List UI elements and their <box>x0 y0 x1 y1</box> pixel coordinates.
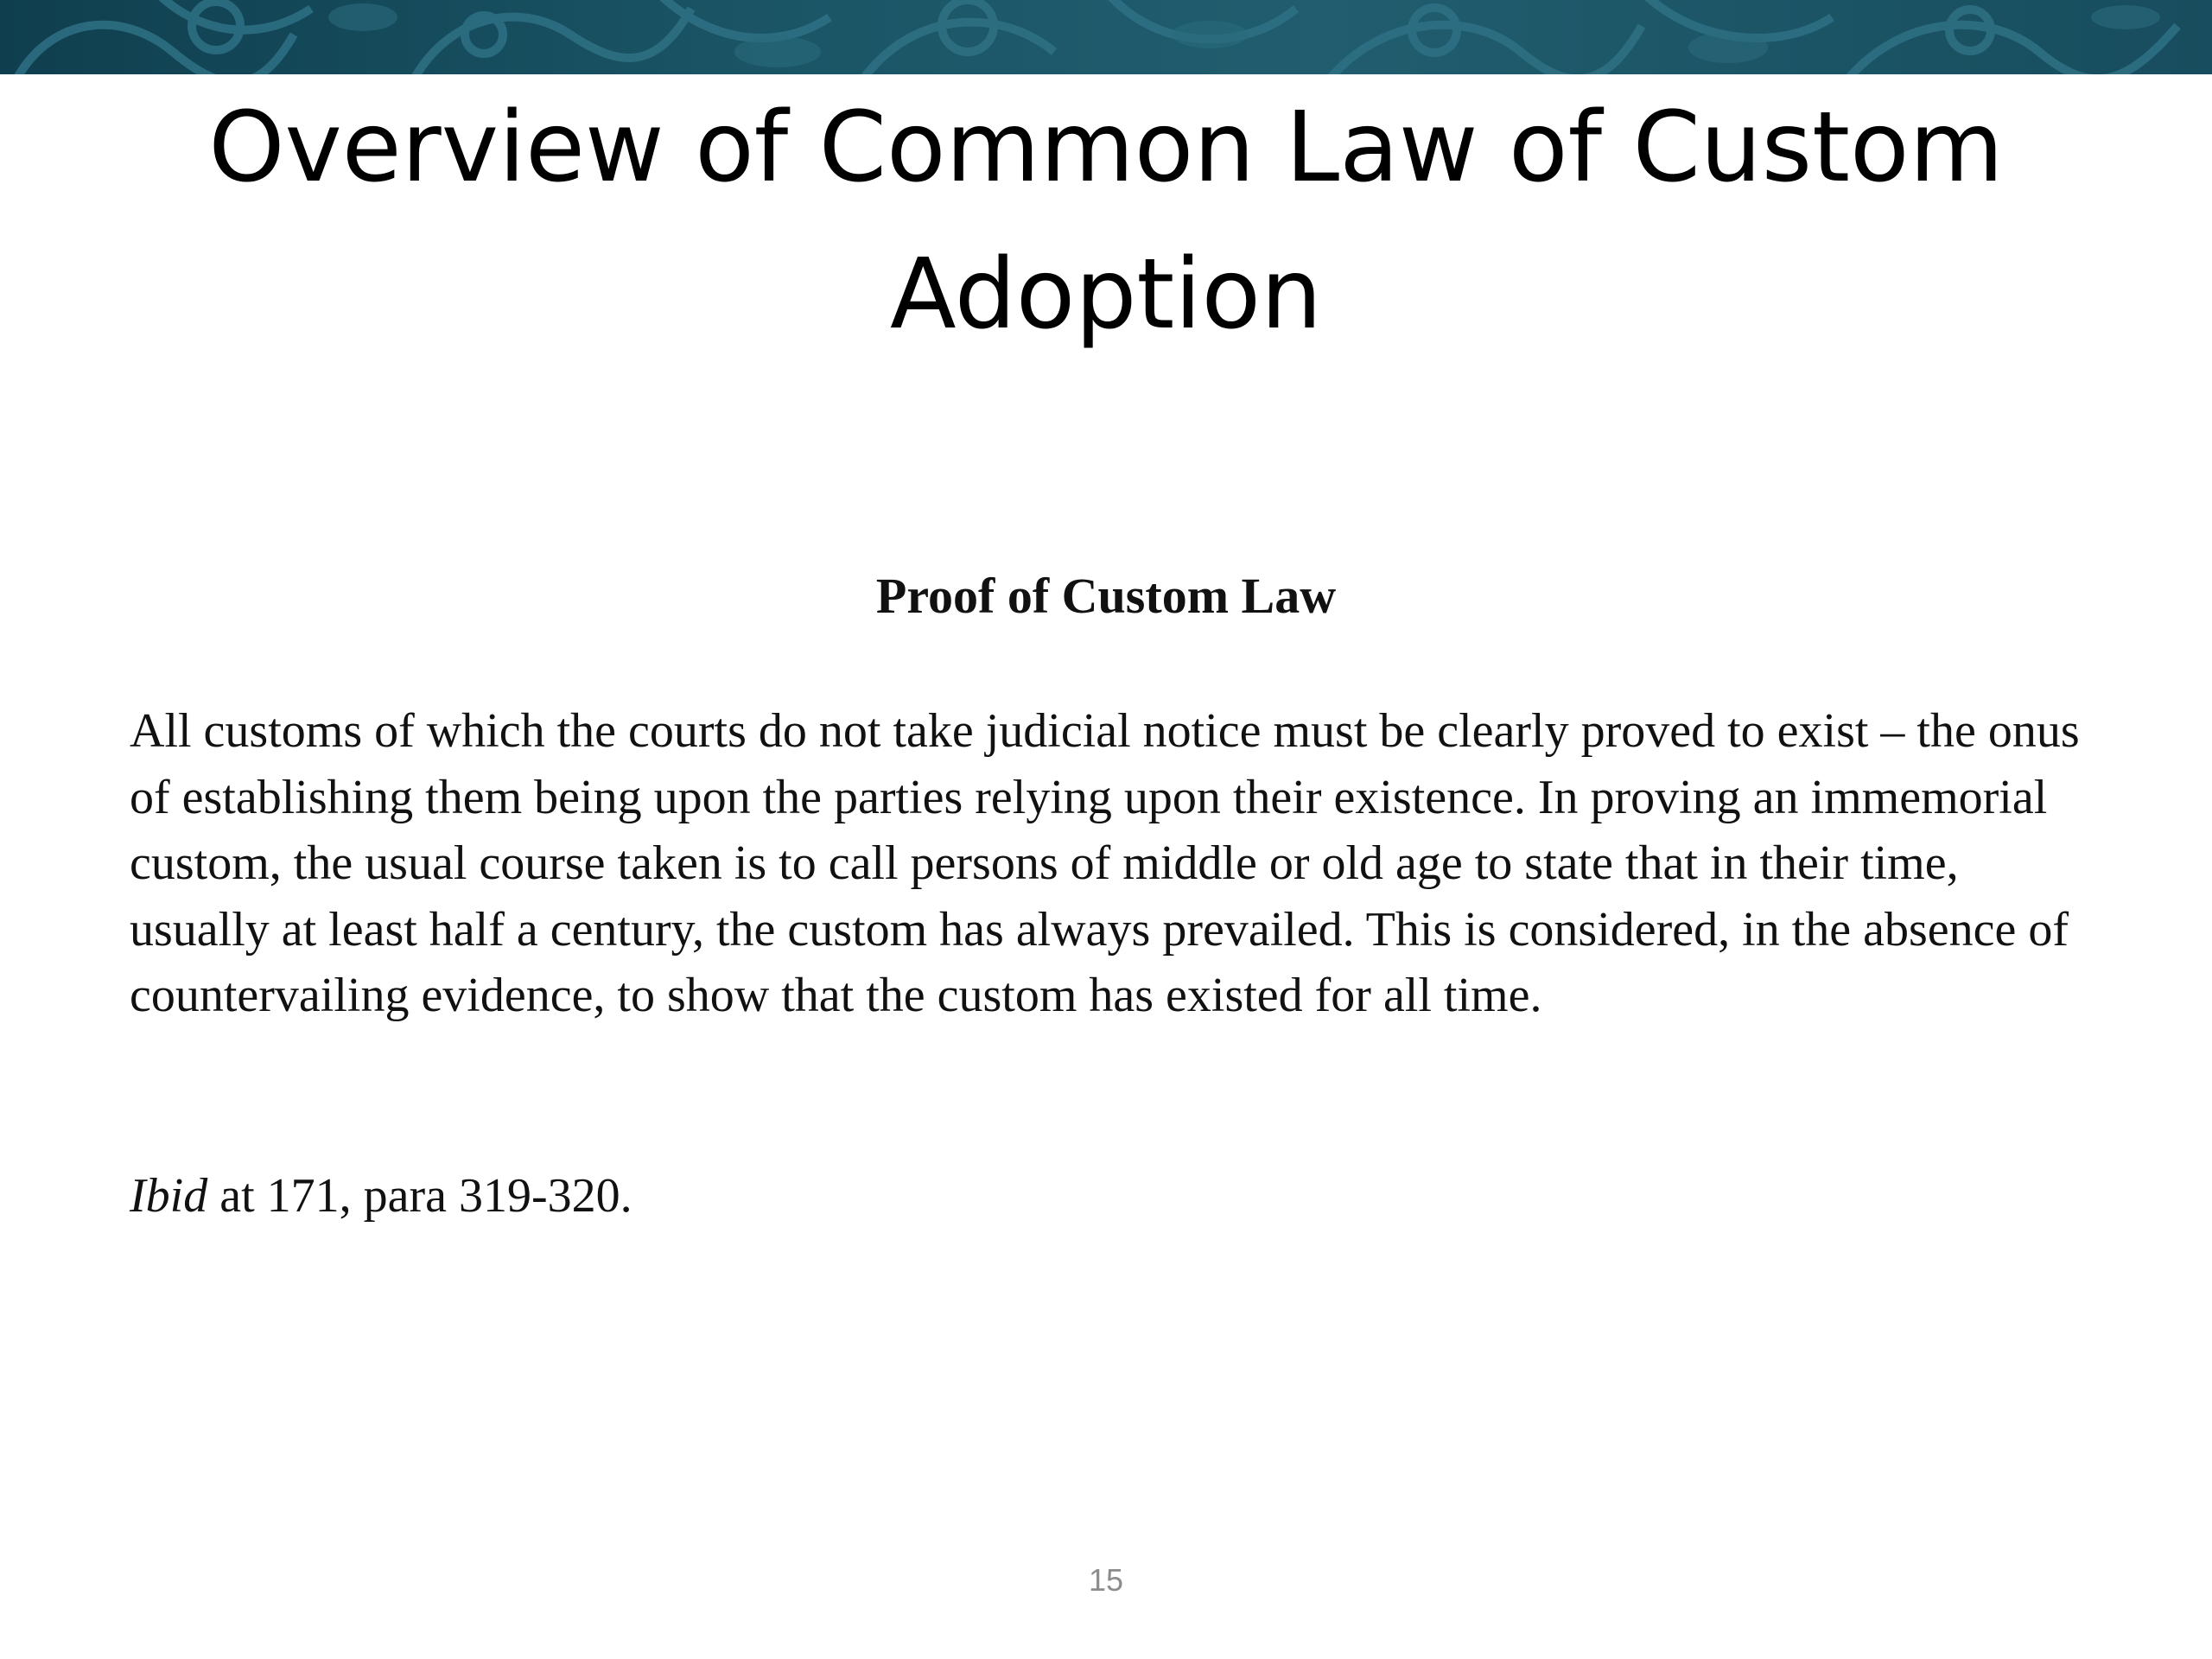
citation <box>130 1163 632 1229</box>
slide-title: Overview of Common Law of Custom Adoption <box>208 92 2004 351</box>
citation-reference: at 171, para 319-320. <box>207 1169 632 1223</box>
citation-italic: Ibid <box>130 1169 208 1223</box>
ornament-pattern-icon <box>0 0 2212 74</box>
section-heading: Proof of Custom Law <box>875 568 1337 624</box>
page-number: 15 <box>1088 1562 1124 1598</box>
decorative-banner <box>0 0 2212 74</box>
body-paragraph: All customs of which the courts do not take judicial notice must be clearly proved to exist – the onus of establishing them being upon the parties relying upon their existence. In proving an immemorial custom, the usual course taken is to call persons of middle or old age to state that in their time, usually at least half a century, the custom has always prevailed. This is considered, in the absence of countervailing evidence, to show that the custom has existed for all time. <box>130 704 2080 1022</box>
